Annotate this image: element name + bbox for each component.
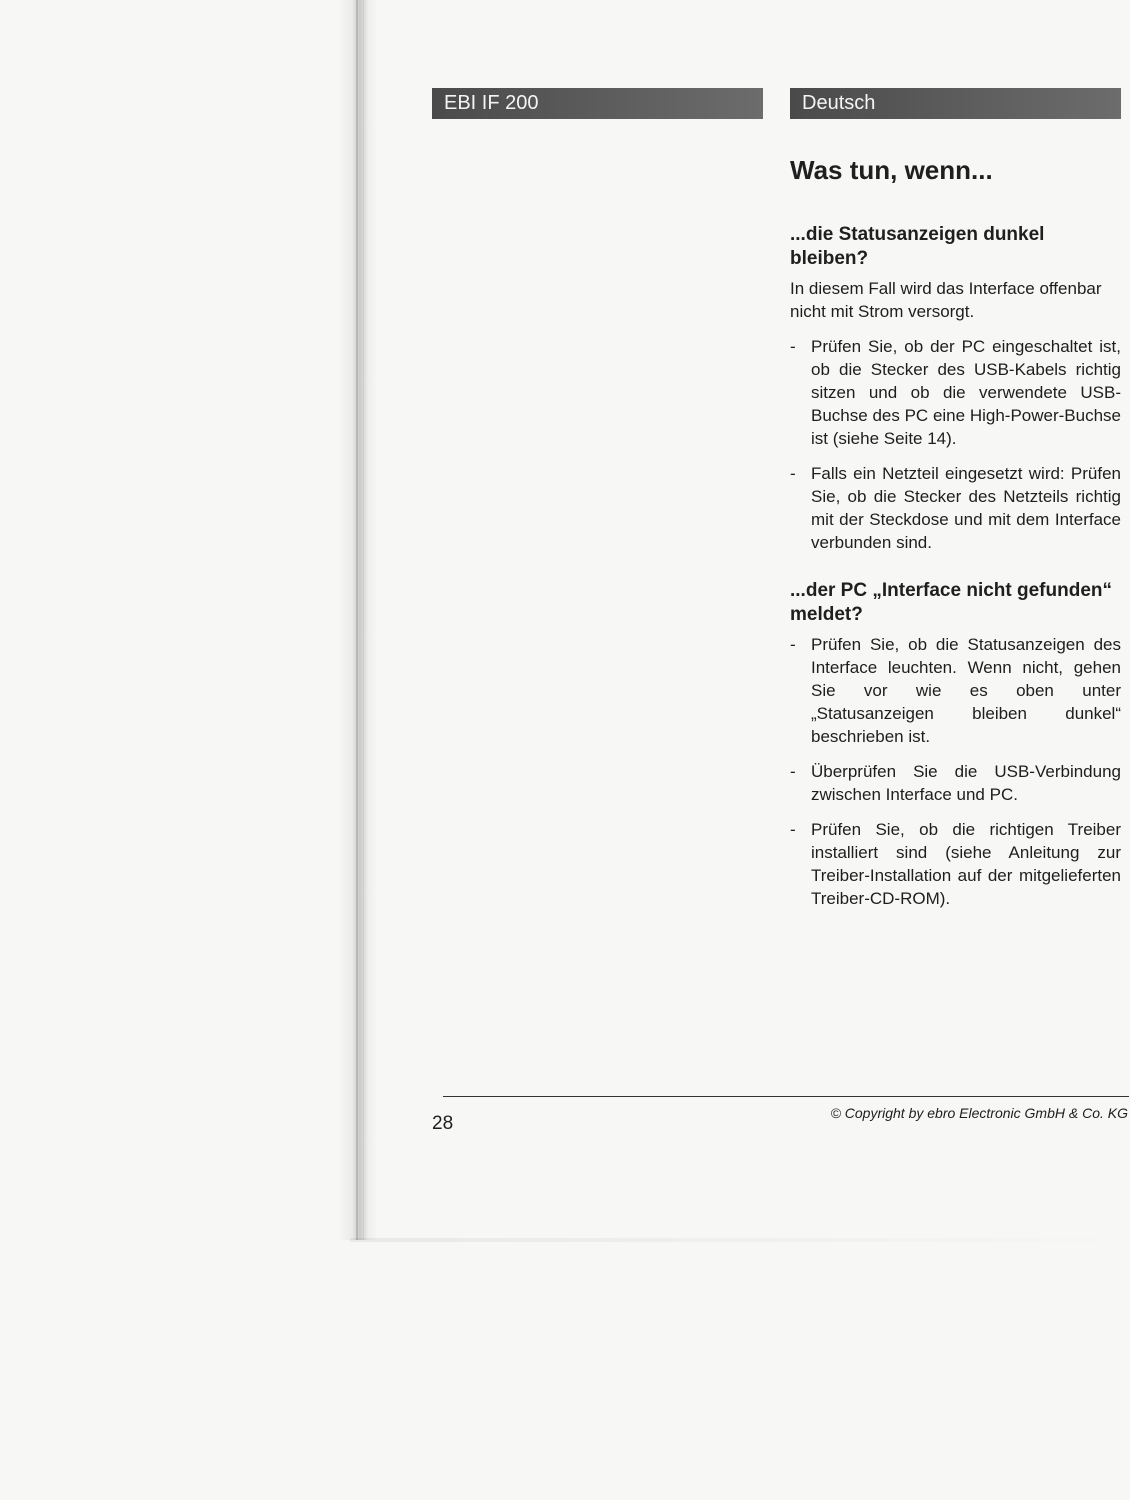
page-title: Was tun, wenn... — [790, 155, 993, 185]
footer-divider — [443, 1096, 1129, 1097]
list-item-text: Überprüfen Sie die USB-Verbindung zwischen Interface und PC. — [811, 762, 1121, 804]
header-product-label: EBI IF 200 — [444, 92, 539, 114]
list-item — [790, 462, 1121, 554]
section-intro: In diesem Fall wird das Interface offenbar nicht mit Strom versorgt. — [790, 279, 1102, 321]
section-heading: ...der PC „Interface nicht gefunden“ meldet? — [790, 580, 1112, 625]
header-language-bar — [790, 88, 1121, 119]
list-item — [790, 633, 1121, 748]
list-dash: - — [790, 820, 796, 839]
bullet-list — [790, 335, 1121, 554]
list-dash: - — [790, 337, 796, 356]
list-dash: - — [790, 635, 796, 654]
page-number: 28 — [432, 1113, 454, 1134]
list-dash: - — [790, 464, 796, 483]
list-item — [790, 818, 1121, 910]
list-item — [790, 760, 1121, 806]
list-item-text: Prüfen Sie, ob der PC eingeschaltet ist, ob die Stecker des USB-Kabels richtig sitzen und ob die verwendete USB-Buchse des PC eine High-Power-Buchse ist (siehe Seite 14). — [811, 337, 1121, 448]
header-product-bar — [432, 88, 763, 119]
bullet-list — [790, 633, 1121, 910]
list-item-text: Falls ein Netzteil eingesetzt wird: Prüfen Sie, ob die Stecker des Netzteils richtig mit der Steckdose und mit dem Interface verbunden sind. — [811, 464, 1121, 552]
section-heading: ...die Statusanzeigen dunkel bleiben? — [790, 224, 1045, 269]
list-item-text: Prüfen Sie, ob die richtigen Treiber installiert sind (siehe Anleitung zur Treiber-Installation auf der mitgelieferten Treiber-CD-ROM). — [811, 820, 1121, 908]
page-bottom-edge — [350, 1238, 1130, 1242]
main-column — [790, 150, 1121, 922]
page-binding-shadow — [338, 0, 378, 1240]
page-binding-line — [356, 0, 358, 1240]
list-dash: - — [790, 762, 796, 781]
header-language-label: Deutsch — [802, 92, 876, 114]
copyright-notice: © Copyright by ebro Electronic GmbH & Co. KG — [830, 1105, 1128, 1121]
section-status-dark — [790, 223, 1121, 554]
page-binding-line-secondary — [363, 0, 364, 1240]
list-item — [790, 335, 1121, 450]
list-item-text: Prüfen Sie, ob die Statusanzeigen des Interface leuchten. Wenn nicht, gehen Sie vor wie es oben unter „Statusanzeigen bleiben dunkel“ beschrieben ist. — [811, 635, 1121, 746]
section-interface-not-found — [790, 579, 1121, 910]
